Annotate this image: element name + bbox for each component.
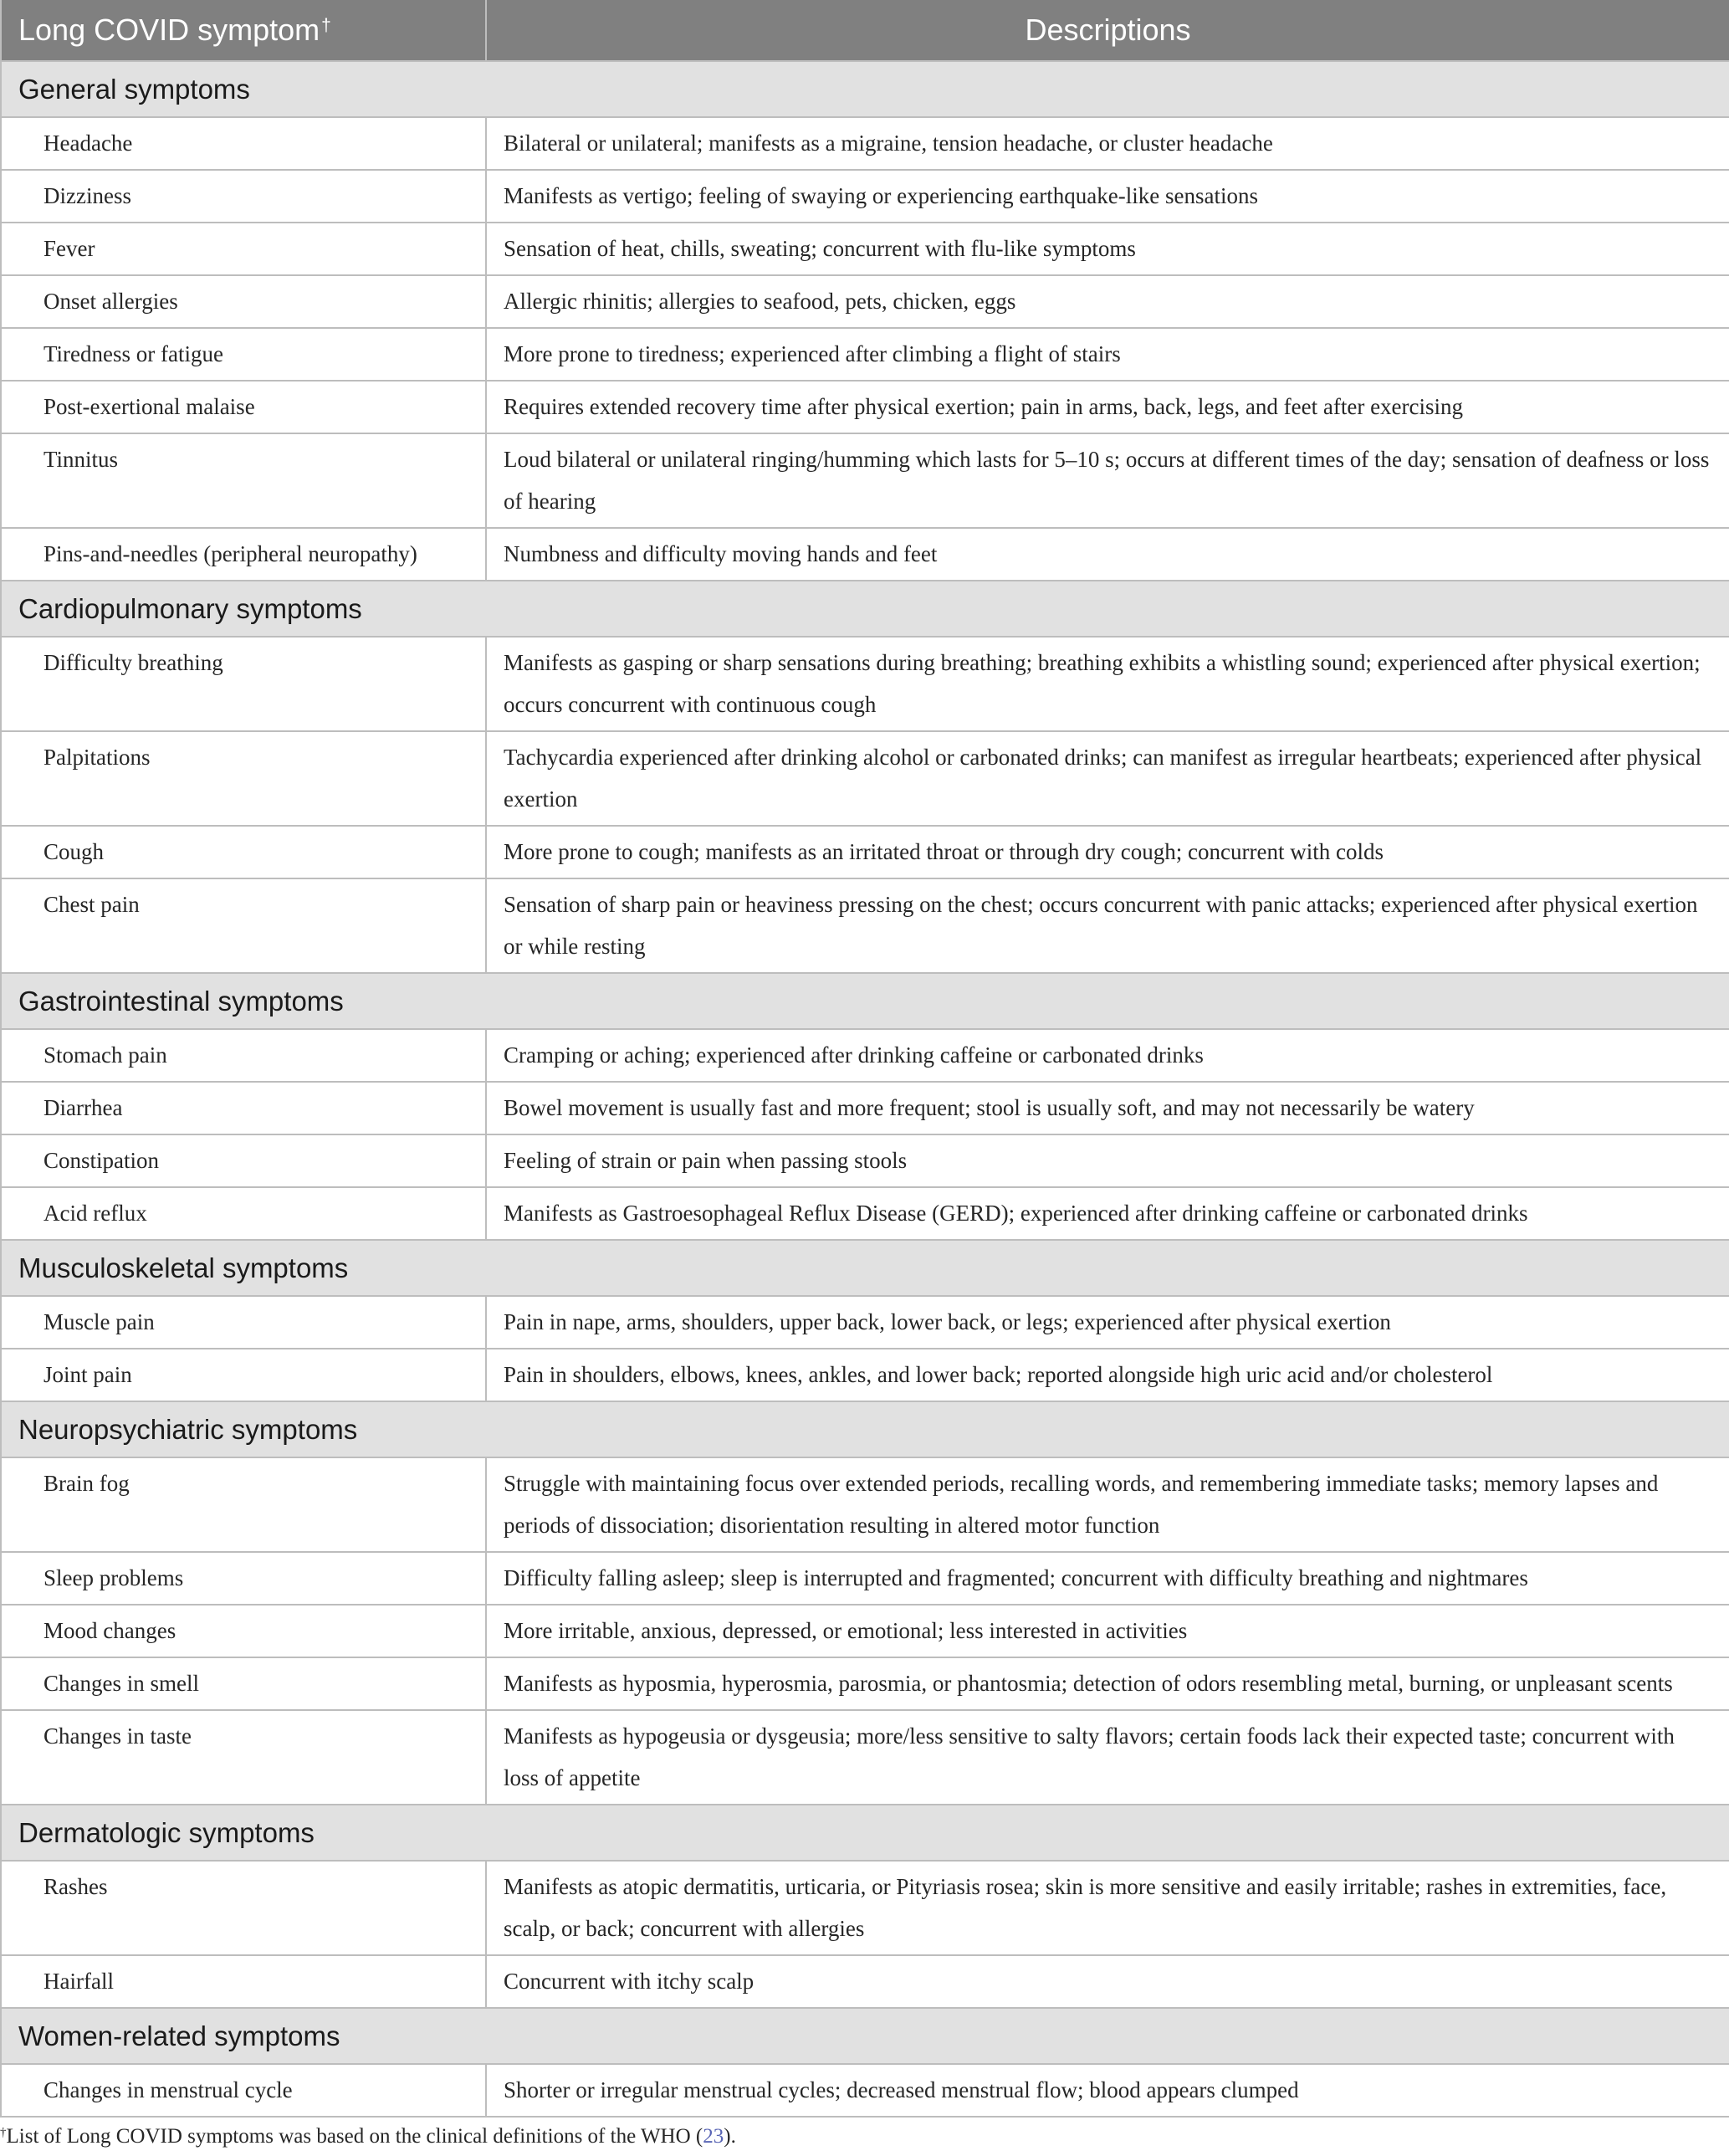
section-title: General symptoms bbox=[1, 61, 1729, 117]
symptom-cell: Chest pain bbox=[1, 878, 486, 973]
description-cell: Requires extended recovery time after physical exertion; pain in arms, back, legs, and feet after exercising bbox=[486, 381, 1729, 433]
table-footnote bbox=[0, 2125, 736, 2148]
section-header-row bbox=[1, 61, 1729, 117]
symptom-cell: Tinnitus bbox=[1, 433, 486, 528]
table-row bbox=[1, 1029, 1729, 1082]
symptom-cell: Hairfall bbox=[1, 1955, 486, 2008]
description-cell: Bowel movement is usually fast and more frequent; stool is usually soft, and may not necessarily be watery bbox=[486, 1082, 1729, 1134]
section-title: Cardiopulmonary symptoms bbox=[1, 581, 1729, 637]
symptom-cell: Changes in taste bbox=[1, 1710, 486, 1805]
section-title: Gastrointestinal symptoms bbox=[1, 973, 1729, 1029]
reference-link[interactable]: 23 bbox=[703, 2125, 724, 2148]
table-row bbox=[1, 223, 1729, 275]
table-row bbox=[1, 328, 1729, 381]
description-cell: Manifests as hypogeusia or dysgeusia; more/less sensitive to salty flavors; certain foods lack their expected taste; concurrent with loss of appetite bbox=[486, 1710, 1729, 1805]
table-row bbox=[1, 1955, 1729, 2008]
footnote-dagger-mark: † bbox=[0, 2126, 7, 2139]
symptom-cell: Stomach pain bbox=[1, 1029, 486, 1082]
table-row bbox=[1, 731, 1729, 826]
table-row bbox=[1, 1710, 1729, 1805]
symptom-cell: Pins-and-needles (peripheral neuropathy) bbox=[1, 528, 486, 581]
symptom-cell: Cough bbox=[1, 826, 486, 878]
section-title: Dermatologic symptoms bbox=[1, 1805, 1729, 1861]
description-cell: Shorter or irregular menstrual cycles; decreased menstrual flow; blood appears clumped bbox=[486, 2064, 1729, 2117]
description-cell: Bilateral or unilateral; manifests as a migraine, tension headache, or cluster headache bbox=[486, 117, 1729, 170]
symptom-cell: Post-exertional malaise bbox=[1, 381, 486, 433]
description-cell: Concurrent with itchy scalp bbox=[486, 1955, 1729, 2008]
section-title: Neuropsychiatric symptoms bbox=[1, 1401, 1729, 1457]
table-row bbox=[1, 1457, 1729, 1552]
header-row bbox=[1, 0, 1729, 61]
description-cell: Difficulty falling asleep; sleep is interrupted and fragmented; concurrent with difficulty breathing and nightmares bbox=[486, 1552, 1729, 1605]
description-cell: More irritable, anxious, depressed, or emotional; less interested in activities bbox=[486, 1605, 1729, 1657]
symptom-cell: Dizziness bbox=[1, 170, 486, 223]
table-row bbox=[1, 433, 1729, 528]
description-cell: Sensation of heat, chills, sweating; concurrent with flu-like symptoms bbox=[486, 223, 1729, 275]
table-row bbox=[1, 1187, 1729, 1240]
symptom-column-header-label: Long COVID symptom bbox=[18, 13, 320, 47]
description-column-header: Descriptions bbox=[486, 0, 1729, 61]
description-cell: Manifests as atopic dermatitis, urticaria, or Pityriasis rosea; skin is more sensitive and easily irritable; rashes in extremities, face, scalp, or back; concurrent with allergies bbox=[486, 1861, 1729, 1955]
description-cell: Numbness and difficulty moving hands and feet bbox=[486, 528, 1729, 581]
description-cell: Feeling of strain or pain when passing stools bbox=[486, 1134, 1729, 1187]
section-header-row bbox=[1, 973, 1729, 1029]
section-header-row bbox=[1, 581, 1729, 637]
table-row bbox=[1, 170, 1729, 223]
description-cell: More prone to tiredness; experienced after climbing a flight of stairs bbox=[486, 328, 1729, 381]
description-cell: Allergic rhinitis; allergies to seafood, pets, chicken, eggs bbox=[486, 275, 1729, 328]
table-row bbox=[1, 1657, 1729, 1710]
symptom-cell: Joint pain bbox=[1, 1349, 486, 1401]
table-row bbox=[1, 275, 1729, 328]
symptom-cell: Diarrhea bbox=[1, 1082, 486, 1134]
description-cell: Sensation of sharp pain or heaviness pressing on the chest; occurs concurrent with panic attacks; experienced after physical exertion or while resting bbox=[486, 878, 1729, 973]
symptom-cell: Mood changes bbox=[1, 1605, 486, 1657]
table-row bbox=[1, 1861, 1729, 1955]
table-row bbox=[1, 1296, 1729, 1349]
symptom-cell: Difficulty breathing bbox=[1, 637, 486, 731]
symptom-cell: Changes in smell bbox=[1, 1657, 486, 1710]
table-row bbox=[1, 1134, 1729, 1187]
symptom-cell: Sleep problems bbox=[1, 1552, 486, 1605]
footnote-text: List of Long COVID symptoms was based on the clinical definitions of the WHO ( bbox=[6, 2125, 703, 2148]
description-cell: Cramping or aching; experienced after drinking caffeine or carbonated drinks bbox=[486, 1029, 1729, 1082]
table-row bbox=[1, 1082, 1729, 1134]
description-cell: Struggle with maintaining focus over extended periods, recalling words, and remembering immediate tasks; memory lapses and periods of dissociation; disorientation resulting in altered motor function bbox=[486, 1457, 1729, 1552]
table-row bbox=[1, 2064, 1729, 2117]
table-row bbox=[1, 381, 1729, 433]
table-row bbox=[1, 637, 1729, 731]
symptom-cell: Fever bbox=[1, 223, 486, 275]
description-cell: Manifests as gasping or sharp sensations during breathing; breathing exhibits a whistling sound; experienced after physical exertion; occurs concurrent with continuous cough bbox=[486, 637, 1729, 731]
table-header bbox=[1, 0, 1729, 61]
description-cell: Pain in nape, arms, shoulders, upper back, lower back, or legs; experienced after physical exertion bbox=[486, 1296, 1729, 1349]
section-header-row bbox=[1, 1805, 1729, 1861]
description-cell: Tachycardia experienced after drinking alcohol or carbonated drinks; can manifest as irregular heartbeats; experienced after physical exertion bbox=[486, 731, 1729, 826]
table-body bbox=[1, 61, 1729, 2117]
table-row bbox=[1, 1605, 1729, 1657]
section-title: Women-related symptoms bbox=[1, 2008, 1729, 2064]
symptom-cell: Changes in menstrual cycle bbox=[1, 2064, 486, 2117]
symptom-cell: Palpitations bbox=[1, 731, 486, 826]
description-cell: Manifests as vertigo; feeling of swaying or experiencing earthquake-like sensations bbox=[486, 170, 1729, 223]
dagger-mark: † bbox=[321, 16, 331, 35]
table-row bbox=[1, 878, 1729, 973]
symptom-cell: Muscle pain bbox=[1, 1296, 486, 1349]
table-row bbox=[1, 1349, 1729, 1401]
symptom-cell: Headache bbox=[1, 117, 486, 170]
symptom-cell: Onset allergies bbox=[1, 275, 486, 328]
section-title: Musculoskeletal symptoms bbox=[1, 1240, 1729, 1296]
table-row bbox=[1, 117, 1729, 170]
symptom-cell: Acid reflux bbox=[1, 1187, 486, 1240]
section-header-row bbox=[1, 1401, 1729, 1457]
symptom-cell: Rashes bbox=[1, 1861, 486, 1955]
description-cell: Manifests as Gastroesophageal Reflux Disease (GERD); experienced after drinking caffeine or carbonated drinks bbox=[486, 1187, 1729, 1240]
section-header-row bbox=[1, 2008, 1729, 2064]
symptom-cell: Constipation bbox=[1, 1134, 486, 1187]
footnote-text-end: ). bbox=[724, 2125, 736, 2148]
symptom-cell: Tiredness or fatigue bbox=[1, 328, 486, 381]
symptom-cell: Brain fog bbox=[1, 1457, 486, 1552]
table-row bbox=[1, 1552, 1729, 1605]
symptom-column-header bbox=[1, 0, 486, 61]
description-cell: Loud bilateral or unilateral ringing/humming which lasts for 5–10 s; occurs at different times of the day; sensation of deafness or loss of hearing bbox=[486, 433, 1729, 528]
table-row bbox=[1, 826, 1729, 878]
description-cell: Pain in shoulders, elbows, knees, ankles, and lower back; reported alongside high uric acid and/or cholesterol bbox=[486, 1349, 1729, 1401]
table-row bbox=[1, 528, 1729, 581]
section-header-row bbox=[1, 1240, 1729, 1296]
description-cell: More prone to cough; manifests as an irritated throat or through dry cough; concurrent with colds bbox=[486, 826, 1729, 878]
description-cell: Manifests as hyposmia, hyperosmia, parosmia, or phantosmia; detection of odors resembling metal, burning, or unpleasant scents bbox=[486, 1657, 1729, 1710]
